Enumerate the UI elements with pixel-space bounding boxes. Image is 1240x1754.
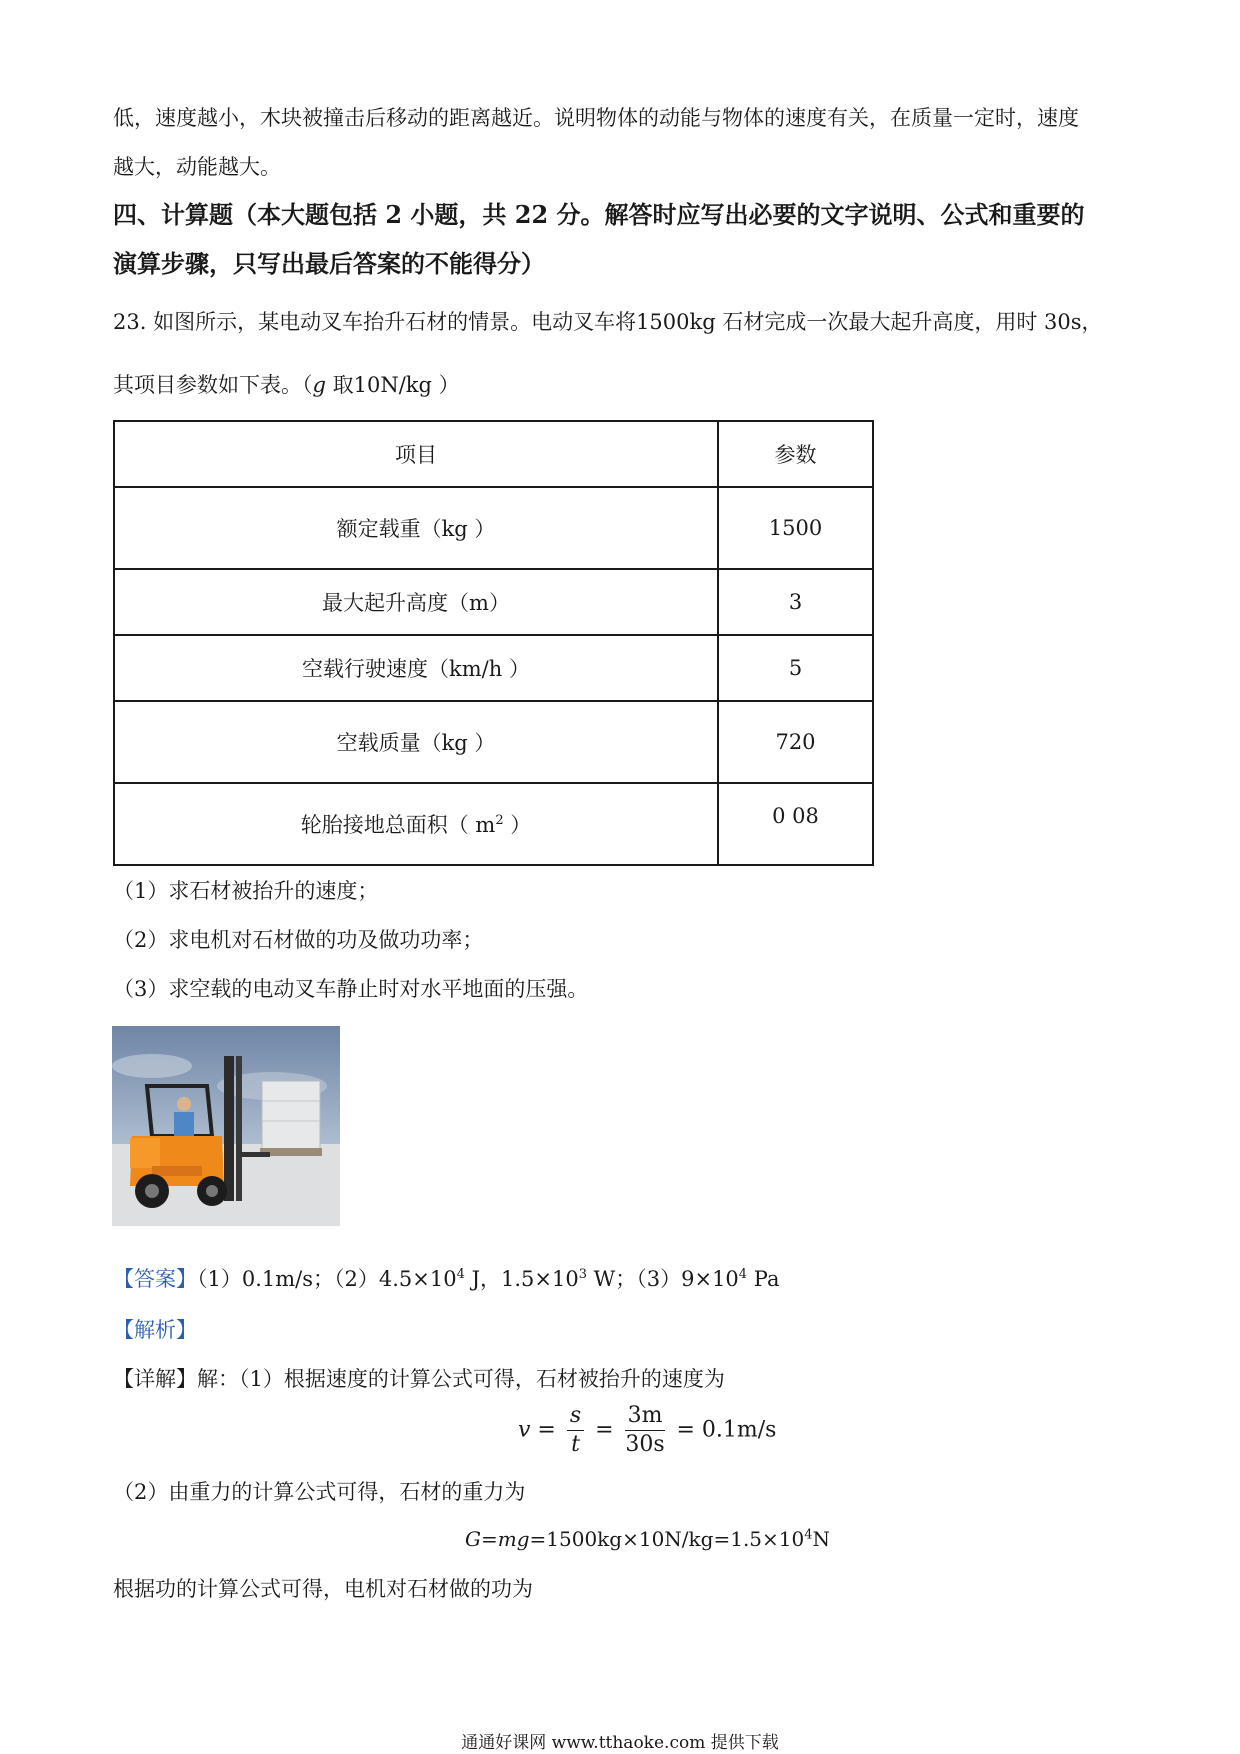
- power-value: 1.5×10: [500, 1267, 579, 1291]
- detail-text-1: 解：（1）根据速度的计算公式可得，石材被抬升的速度为: [197, 1367, 725, 1391]
- subquestion-3: （3）求空载的电动叉车静止时对水平地面的压强。: [113, 977, 589, 1001]
- question-line-2-prefix: 其项目参数如下表。（: [113, 373, 313, 397]
- power-unit: W；（3）: [586, 1267, 682, 1291]
- eq1-den-2: 30s: [625, 1432, 665, 1457]
- section-heading-line-2: 演算步骤，只写出最后答案的不能得分）: [113, 249, 545, 278]
- table-row: [114, 569, 873, 635]
- row-item: [114, 783, 718, 865]
- eq2-lhs: G=mg: [465, 1527, 530, 1551]
- answer-part-1: （1）0.1m/s；（2）: [197, 1267, 379, 1291]
- subquestion-1: （1）求石材被抬升的速度；: [113, 879, 379, 903]
- page-footer: 通通好课网 www.tthaoke.com 提供下载: [461, 1733, 779, 1753]
- row-item-sup: 2: [495, 813, 504, 828]
- eq1-num-1-text: s: [569, 1403, 582, 1428]
- eq2-exponent: 4: [804, 1527, 813, 1543]
- answer-line: [113, 1260, 779, 1294]
- eq1-num-2: 3m: [625, 1402, 666, 1431]
- eq2-unit: N: [812, 1527, 831, 1551]
- gravity-equation: [465, 1527, 830, 1551]
- table-row: [114, 783, 873, 865]
- answer-label: 【答案】: [113, 1267, 197, 1291]
- forklift-photo: [112, 1026, 340, 1226]
- row-item: 额定载重（kg ）: [114, 487, 718, 569]
- detail-line-3: 根据功的计算公式可得，电机对石材做的功为: [113, 1577, 533, 1601]
- row-item-suffix: ）: [503, 813, 532, 837]
- question-line-2: [113, 370, 460, 400]
- parameter-table: [113, 420, 874, 866]
- row-value: 720: [718, 701, 873, 783]
- detail-line-1: [113, 1364, 725, 1394]
- detail-line-2: （2）由重力的计算公式可得，石材的重力为: [113, 1480, 526, 1504]
- header-item: 项目: [114, 421, 718, 487]
- row-item: 最大起升高度（m）: [114, 569, 718, 635]
- row-value: 0 08: [718, 783, 873, 865]
- table-row: [114, 487, 873, 569]
- gravity-variable: g: [312, 373, 326, 397]
- pressure-value: 9×10: [681, 1267, 739, 1291]
- subquestion-2: （2）求电机对石材做的功及做功功率；: [113, 928, 484, 952]
- row-value: 3: [718, 569, 873, 635]
- row-value: 5: [718, 635, 873, 701]
- header-value: 参数: [718, 421, 873, 487]
- work-value: 4.5×10: [378, 1267, 457, 1291]
- eq1-result: = 0.1m/s: [676, 1417, 777, 1443]
- table-header-row: [114, 421, 873, 487]
- power-exponent: 3: [578, 1267, 587, 1282]
- detail-label: 【详解】: [113, 1367, 197, 1391]
- pressure-unit: Pa: [747, 1267, 780, 1291]
- eq1-num-1: [567, 1402, 584, 1431]
- table-row: [114, 635, 873, 701]
- analysis-line: [113, 1315, 197, 1345]
- eq1-fraction-1: [567, 1402, 584, 1459]
- eq1-den-1-text: t: [571, 1432, 580, 1457]
- analysis-label: 【解析】: [113, 1318, 197, 1342]
- work-unit: J，: [464, 1267, 501, 1291]
- question-line-1: 23. 如图所示，某电动叉车抬升石材的情景。电动叉车将1500kg 石材完成一次最大起升高度，用时 30s，: [113, 310, 1103, 334]
- velocity-equation: v = $\frac{s}{t}$ = $\frac{3m}{30s}$ = 0.1m/s: [518, 1403, 777, 1457]
- table-row: [114, 701, 873, 783]
- row-item-prefix: 轮胎接地总面积（ m: [300, 813, 496, 837]
- section-heading-line-1: 四、计算题（本大题包括 2 小题，共 22 分。解答时应写出必要的文字说明、公式和重要的: [113, 200, 1085, 229]
- eq2-rhs: =1500kg×10N/kg=1.5×10: [529, 1527, 805, 1551]
- row-item: 空载质量（kg ）: [114, 701, 718, 783]
- eq1-lhs: v: [518, 1417, 531, 1443]
- intro-line-2: 越大，动能越大。: [113, 155, 281, 179]
- question-line-2-suffix: 取10N/kg ）: [325, 373, 460, 397]
- work-exponent: 4: [456, 1267, 465, 1282]
- pressure-exponent: 4: [738, 1267, 748, 1282]
- eq1-den-1: [567, 1431, 584, 1459]
- row-item: 空载行驶速度（km/h ）: [114, 635, 718, 701]
- row-value: 1500: [718, 487, 873, 569]
- intro-line-1: 低，速度越小，木块被撞击后移动的距离越近。说明物体的动能与物体的速度有关，在质量一定时，速度: [113, 106, 1079, 130]
- eq1-fraction-2: [625, 1402, 666, 1459]
